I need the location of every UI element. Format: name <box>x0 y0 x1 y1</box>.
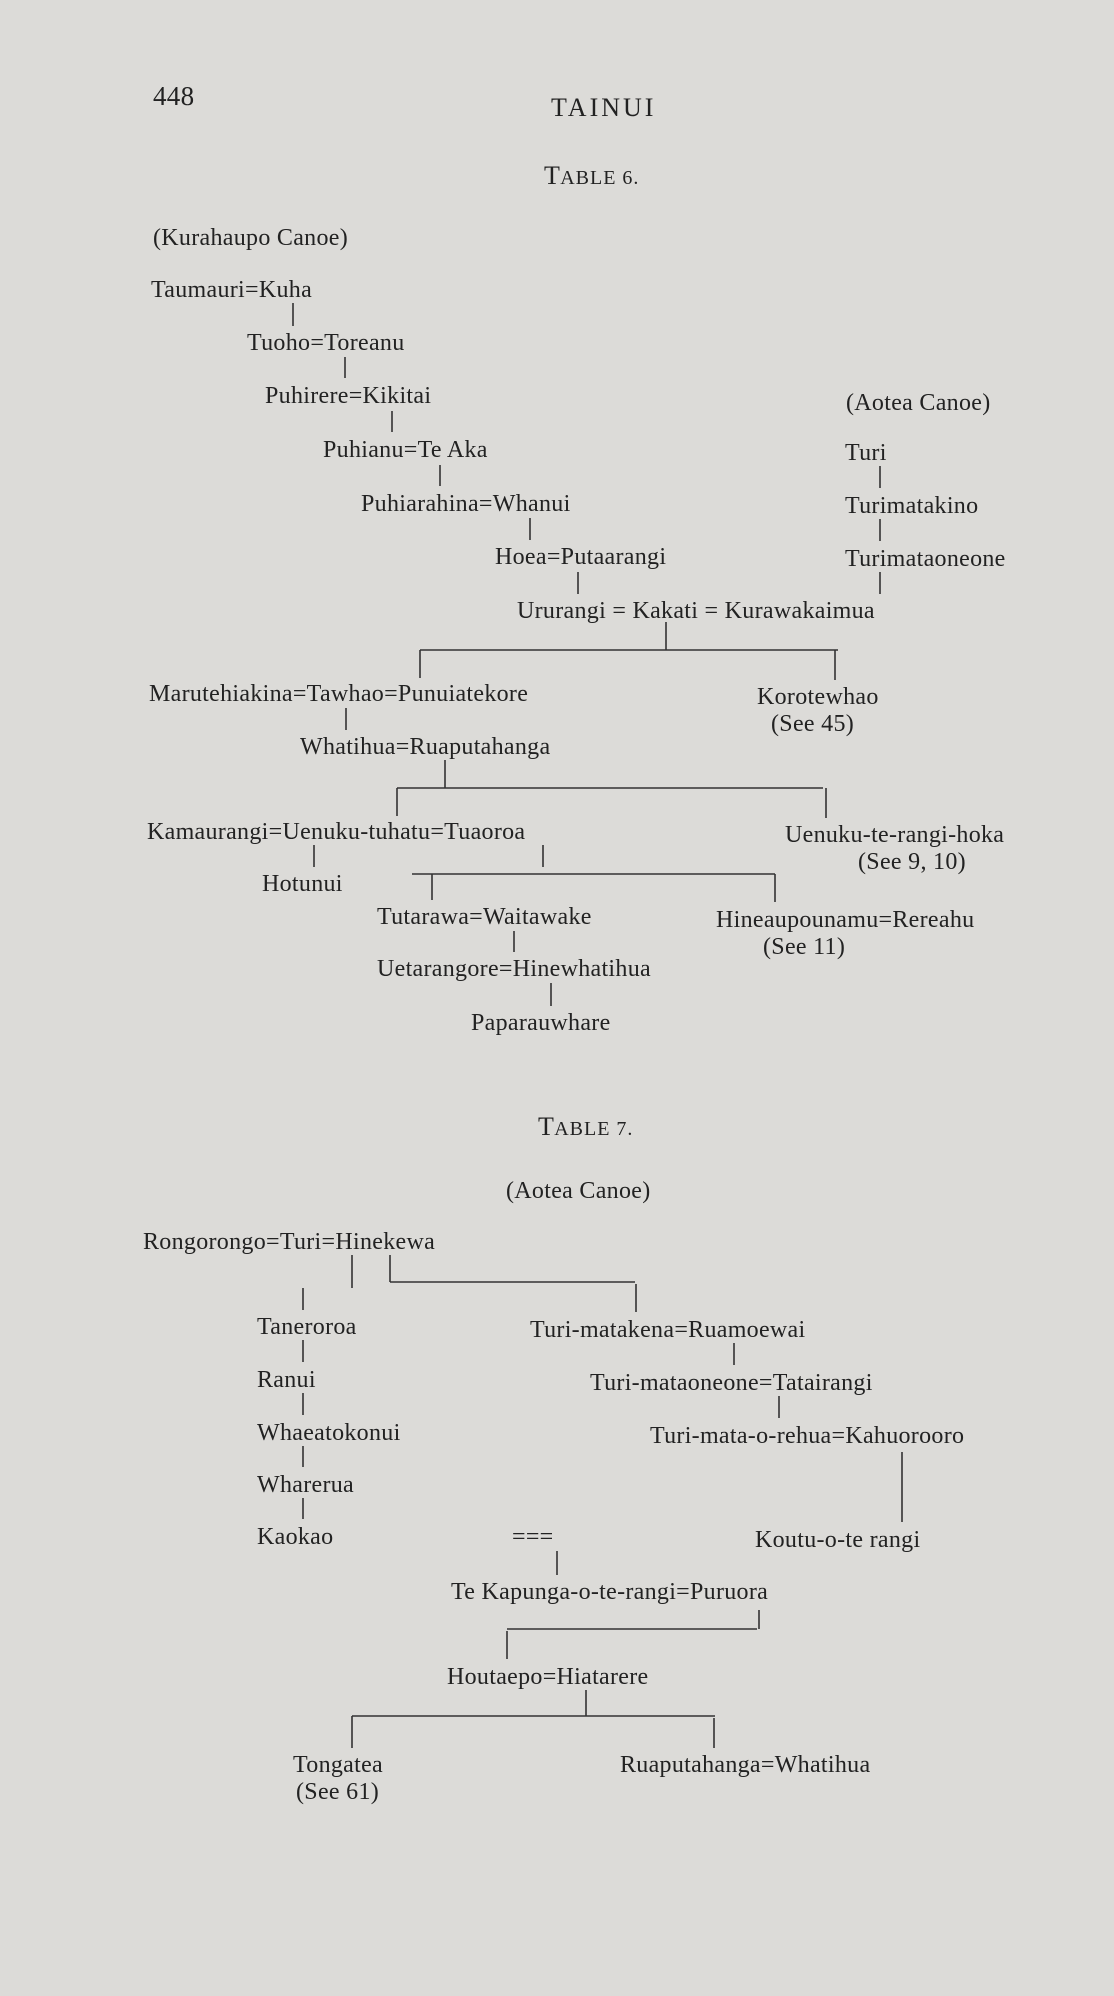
genealogy-entry: Turimatakino <box>845 493 979 519</box>
genealogy-entry: Puhianu=Te Aka <box>323 437 488 463</box>
table-7-title-rest: ABLE 7. <box>554 1118 634 1140</box>
genealogy-entry: Kamaurangi=Uenuku-tuhatu=Tuaoroa <box>147 819 526 845</box>
cross-reference: (See 11) <box>763 934 846 960</box>
table-6-title-rest: ABLE 6. <box>560 167 640 189</box>
genealogy-entry: Ururangi = Kakati = Kurawakaimua <box>517 598 875 624</box>
genealogy-entry: Turi-mataoneone=Tatairangi <box>590 1370 873 1396</box>
genealogy-entry: Kaokao <box>257 1524 334 1550</box>
genealogy-entry: Turimataoneone <box>845 546 1006 572</box>
genealogy-entry: Wharerua <box>257 1472 354 1498</box>
genealogy-entry: Taumauri=Kuha <box>151 277 313 303</box>
page-number: 448 <box>153 81 195 111</box>
genealogy-entry: Marutehiakina=Tawhao=Punuiatekore <box>149 681 529 707</box>
genealogy-entry: Tutarawa=Waitawake <box>377 904 592 930</box>
marriage-sign: === <box>512 1524 554 1550</box>
canoe-label: (Kurahaupo Canoe) <box>153 225 349 251</box>
genealogy-entry: Houtaepo=Hiatarere <box>447 1664 649 1690</box>
genealogy-entry: Whaeatokonui <box>257 1420 401 1446</box>
genealogy-entry: Turi-matakena=Ruamoewai <box>530 1317 806 1343</box>
genealogy-entry: Taneroroa <box>257 1314 357 1340</box>
cross-reference: (See 61) <box>296 1779 380 1805</box>
genealogy-entry: Uenuku-te-rangi-hoka <box>785 822 1005 848</box>
genealogy-entry: Puhiarahina=Whanui <box>361 491 571 517</box>
cross-reference: (See 9, 10) <box>858 849 966 875</box>
canoe-label: (Aotea Canoe) <box>846 390 991 416</box>
genealogy-entry: Tuoho=Toreanu <box>247 330 405 356</box>
genealogy-entry: Whatihua=Ruaputahanga <box>300 734 551 760</box>
genealogy-entry: Te Kapunga-o-te-rangi=Puruora <box>451 1579 769 1605</box>
genealogy-entry: Puhirere=Kikitai <box>265 383 432 409</box>
genealogy-entry: Korotewhao <box>757 684 879 710</box>
genealogy-entry: Tongatea <box>293 1752 384 1778</box>
genealogy-entry: Ruaputahanga=Whatihua <box>620 1752 871 1778</box>
running-title: TAINUI <box>551 93 657 122</box>
table-6-title-initial: T <box>544 161 561 190</box>
genealogy-entry: Turi <box>845 440 887 466</box>
table-7-title-initial: T <box>538 1112 555 1141</box>
genealogy-entry: Ranui <box>257 1367 316 1393</box>
genealogy-entry: Turi-mata-o-rehua=Kahuorooro <box>650 1423 965 1449</box>
genealogy-entry: Hotunui <box>262 871 343 897</box>
genealogy-entry: Paparauwhare <box>471 1010 611 1036</box>
genealogy-entry: Koutu-o-te rangi <box>755 1527 921 1553</box>
genealogy-entry: Hineaupounamu=Rereahu <box>716 907 975 933</box>
genealogy-entry: Rongorongo=Turi=Hinekewa <box>143 1229 436 1255</box>
canoe-label: (Aotea Canoe) <box>506 1178 651 1204</box>
genealogy-entry: Hoea=Putaarangi <box>495 544 667 570</box>
cross-reference: (See 45) <box>771 711 855 737</box>
genealogy-entry: Uetarangore=Hinewhatihua <box>377 956 651 982</box>
